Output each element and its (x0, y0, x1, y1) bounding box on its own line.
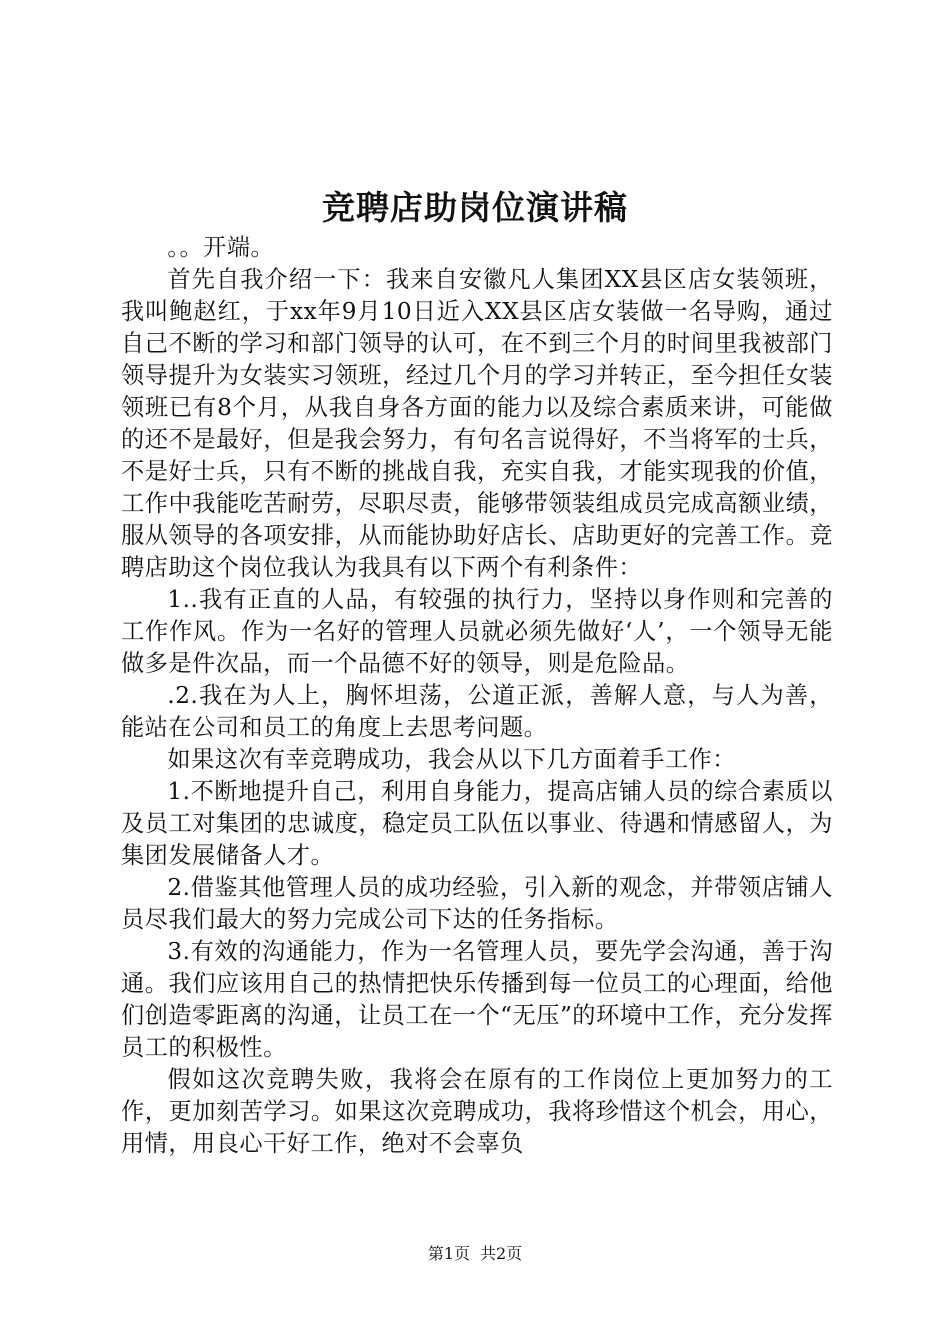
document-body (121, 232, 833, 1160)
paragraph-work-plan-intro: 如果这次有幸竞聘成功，我会从以下几方面着手工作： (167, 746, 736, 773)
paragraph-plan-1: 1.不断地提升自己，利用自身能力，提高店铺人员的综合素质以及员工对集团的忠诚度，稳定员工队伍以事业、待遇和情感留人，为集团发展储备人才。 (121, 778, 833, 869)
paragraph-closing: 假如这次竞聘失败，我将会在原有的工作岗位上更加努力的工作，更加刻苦学习。如果这次竞聘成功，我将珍惜这个机会，用心，用情，用良心干好工作，绝对不会辜负 (121, 1066, 833, 1157)
paragraph-condition-1: 1..我有正直的人品，有较强的执行力，坚持以身作则和完善的工作作风。作为一名好的管理人员就必须先做好‘人’，一个领导无能做多是件次品，而一个品德不好的领导，则是危险品。 (121, 586, 833, 677)
paragraph-condition-2: .2.我在为人上，胸怀坦荡，公道正派，善解人意，与人为善，能站在公司和员工的角度上去思考问题。 (121, 682, 833, 741)
paragraph-plan-3: 3.有效的沟通能力，作为一名管理人员，要先学会沟通，善于沟通。我们应该用自己的热情把快乐传播到每一位员工的心理面，给他们创造零距离的沟通，让员工在一个“无压”的环境中工作，充分发挥员工的积极性。 (121, 938, 833, 1061)
page-number-current: 第1页 (427, 1244, 470, 1263)
paragraph-self-introduction: 首先自我介绍一下：我来自安徽凡人集团XX县区店女装领班，我叫鲍赵红，于xx年9月10日近入XX县区店女装做一名导购，通过自己不断的学习和部门领导的认可，在不到三个月的时间里我被部门领导提升为女装实习领班，经过几个月的学习并转正，至今担任女装领班已有8个月，从我自身各方面的能力以及综合素质来讲，可能做的还不是最好，但是我会努力，有句名言说得好，不当将军的士兵，不是好士兵，只有不断的挑战自我，充实自我，才能实现我的价值，工作中我能吃苦耐劳，尽职尽责，能够带领装组成员完成高额业绩，服从领导的各项安排，从而能协助好店长、店助更好的完善工作。竞聘店助这个岗位我认为我具有以下两个有利条件： (121, 266, 833, 581)
page-number-total: 共2页 (480, 1244, 523, 1263)
document-title: 竞聘店助岗位演讲稿 (322, 188, 628, 227)
paragraph-plan-2: 2.借鉴其他管理人员的成功经验，引入新的观念，并带领店铺人员尽我们最大的努力完成公司下达的任务指标。 (121, 874, 833, 933)
paragraph-opening: 。。开端。 (167, 234, 275, 261)
page-footer (0, 1243, 950, 1265)
